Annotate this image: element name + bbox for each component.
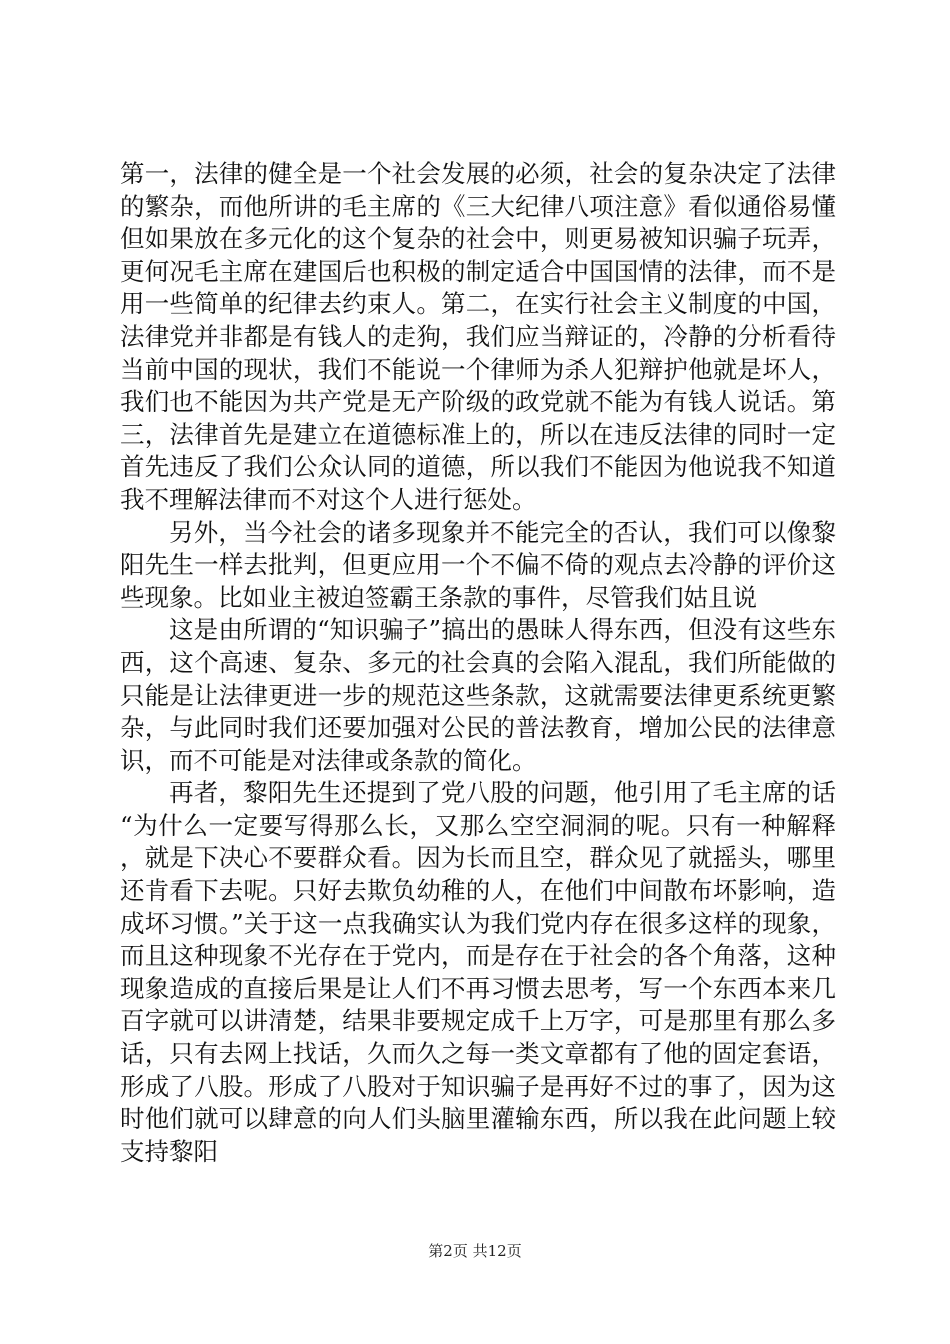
body-text: [120, 158, 836, 1168]
paragraph-1: 第一，法律的健全是一个社会发展的必须，社会的复杂决定了法律的繁杂，而他所讲的毛主席的《三大纪律八项注意》看似通俗易懂但如果放在多元化的这个复杂的社会中，则更易被知识骗子玩弄，更何况毛主席在建国后也积极的制定适合中国国情的法律，而不是用一些简单的纪律去约束人。第二，在实行社会主义制度的中国，法律党并非都是有钱人的走狗，我们应当辩证的，冷静的分析看待当前中国的现状，我们不能说一个律师为杀人犯辩护他就是坏人，我们也不能因为共产党是无产阶级的政党就不能为有钱人说话。第三，法律首先是建立在道德标准上的，所以在违反法律的同时一定首先违反了我们公众认同的道德，所以我们不能因为他说我不知道我不理解法律而不对这个人进行惩处。: [120, 159, 836, 514]
paragraph-3: 这是由所谓的“知识骗子”搞出的愚昧人得东西，但没有这些东西，这个高速、复杂、多元的社会真的会陷入混乱，我们所能做的只能是让法律更进一步的规范这些条款，这就需要法律更系统更繁杂，与此同时我们还要加强对公民的普法教育，增加公民的法律意识，而不可能是对法律或条款的简化。: [120, 615, 836, 775]
paragraph-2: 另外，当今社会的诸多现象并不能完全的否认，我们可以像黎阳先生一样去批判，但更应用一个不偏不倚的观点去冷静的评价这些现象。比如业主被迫签霸王条款的事件，尽管我们姑且说: [120, 517, 836, 612]
page-footer: 第2页 共12页: [428, 1242, 522, 1260]
paragraph-4: 再者，黎阳先生还提到了党八股的问题，他引用了毛主席的话“为什么一定要写得那么长，又那么空空洞洞的呢。只有一种解释，就是下决心不要群众看。因为长而且空，群众见了就摇头，哪里还肯看下去呢。只好去欺负幼稚的人，在他们中间散布坏影响，造成坏习惯。”关于这一点我确实认为我们党内存在很多这样的现象，而且这种现象不光存在于党内，而是存在于社会的各个角落，这种现象造成的直接后果是让人们不再习惯去思考，写一个东西本来几百字就可以讲清楚，结果非要规定成千上万字，可是那里有那么多话，只有去网上找话，久而久之每一类文章都有了他的固定套语，形成了八股。形成了八股对于知识骗子是再好不过的事了，因为这时他们就可以肆意的向人们头脑里灌输东西，所以我在此问题上较支持黎阳: [120, 778, 836, 1166]
